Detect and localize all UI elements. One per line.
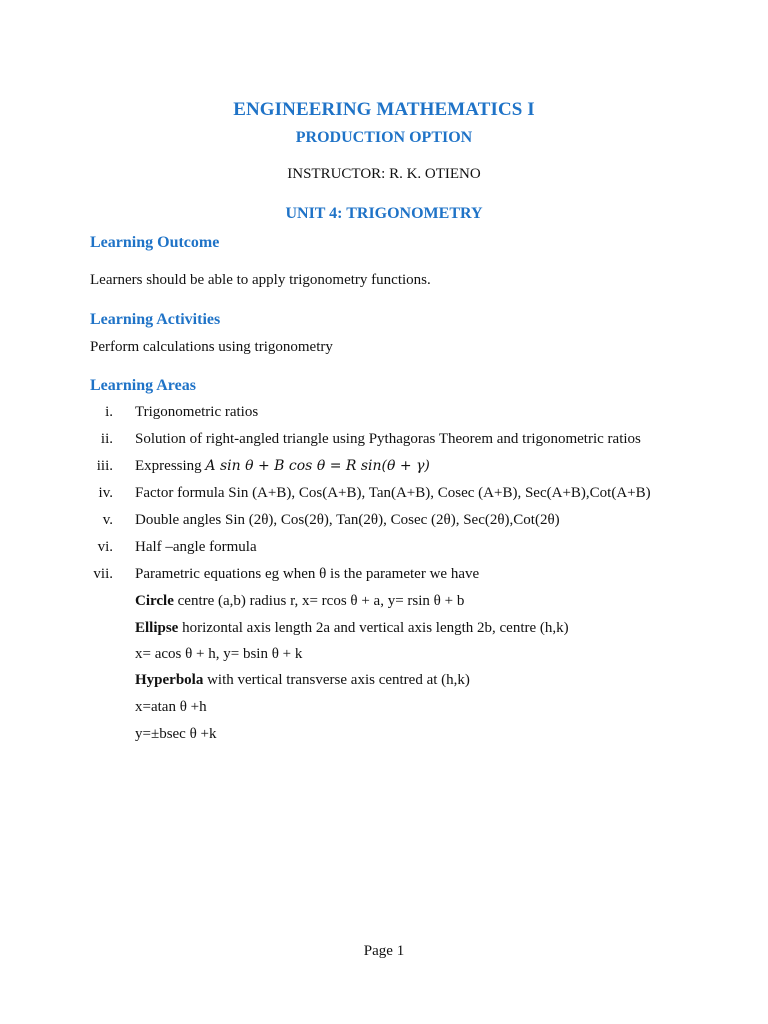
trig-identity-formula: A sin θ + B cos θ = R sin(θ + γ) xyxy=(205,458,430,474)
hyperbola-description: with vertical transverse axis centred at (h,k) xyxy=(203,672,470,688)
page-number: Page 1 xyxy=(363,943,405,959)
list-item-number: v. xyxy=(102,512,113,528)
list-item-number: iv. xyxy=(98,485,113,501)
list-item-text xyxy=(135,458,430,475)
list-item xyxy=(90,458,740,480)
learning-activities-heading: Learning Activities xyxy=(90,311,221,328)
hyperbola-equation-y: y=±bsec θ +k xyxy=(135,726,217,742)
hyperbola-label: Hyperbola xyxy=(135,672,204,688)
circle-parametric-line xyxy=(135,593,464,610)
instructor-line: INSTRUCTOR: R. K. OTIENO xyxy=(287,166,481,182)
list-item xyxy=(90,404,740,426)
learning-outcome-text: Learners should be able to apply trigonometry functions. xyxy=(90,272,431,288)
list-item xyxy=(90,539,740,561)
learning-areas-heading: Learning Areas xyxy=(90,377,196,394)
ellipse-parametric-line xyxy=(135,620,569,637)
list-item-text: Factor formula Sin (A+B), Cos(A+B), Tan(A+B), Cosec (A+B), Sec(A+B),Cot(A+B) xyxy=(135,485,651,501)
list-item xyxy=(90,431,740,453)
list-item-text: Double angles Sin (2θ), Cos(2θ), Tan(2θ), Cosec (2θ), Sec(2θ),Cot(2θ) xyxy=(135,512,560,528)
ellipse-description: horizontal axis length 2a and vertical axis length 2b, centre (h,k) xyxy=(178,620,569,636)
list-item-number: ii. xyxy=(100,431,113,447)
list-item-number: vii. xyxy=(93,566,113,582)
list-item-number: i. xyxy=(105,404,113,420)
ellipse-equation: x= acos θ + h, y= bsin θ + k xyxy=(135,646,303,662)
list-item-text: Half –angle formula xyxy=(135,539,257,555)
unit-heading: UNIT 4: TRIGONOMETRY xyxy=(285,205,483,222)
list-item xyxy=(90,566,740,588)
list-item-number: iii. xyxy=(96,458,113,474)
document-title: ENGINEERING MATHEMATICS I xyxy=(233,99,535,120)
list-item xyxy=(90,512,740,534)
list-item-text: Parametric equations eg when θ is the parameter we have xyxy=(135,566,480,582)
circle-label: Circle xyxy=(135,593,174,609)
list-item xyxy=(90,485,740,507)
list-item-text: Solution of right-angled triangle using Pythagoras Theorem and trigonometric ratios xyxy=(135,431,641,447)
circle-description: centre (a,b) radius r, x= rcos θ + a, y= rsin θ + b xyxy=(173,593,465,609)
document-subtitle: PRODUCTION OPTION xyxy=(295,129,473,146)
hyperbola-equation-x: x=atan θ +h xyxy=(135,699,207,715)
hyperbola-parametric-line xyxy=(135,672,470,689)
list-item-text: Trigonometric ratios xyxy=(135,404,259,420)
list-item-number: vi. xyxy=(97,539,113,555)
learning-outcome-heading: Learning Outcome xyxy=(90,234,220,251)
learning-activities-text: Perform calculations using trigonometry xyxy=(90,339,333,355)
list-item-prefix: Expressing xyxy=(135,458,206,474)
ellipse-label: Ellipse xyxy=(135,620,179,636)
